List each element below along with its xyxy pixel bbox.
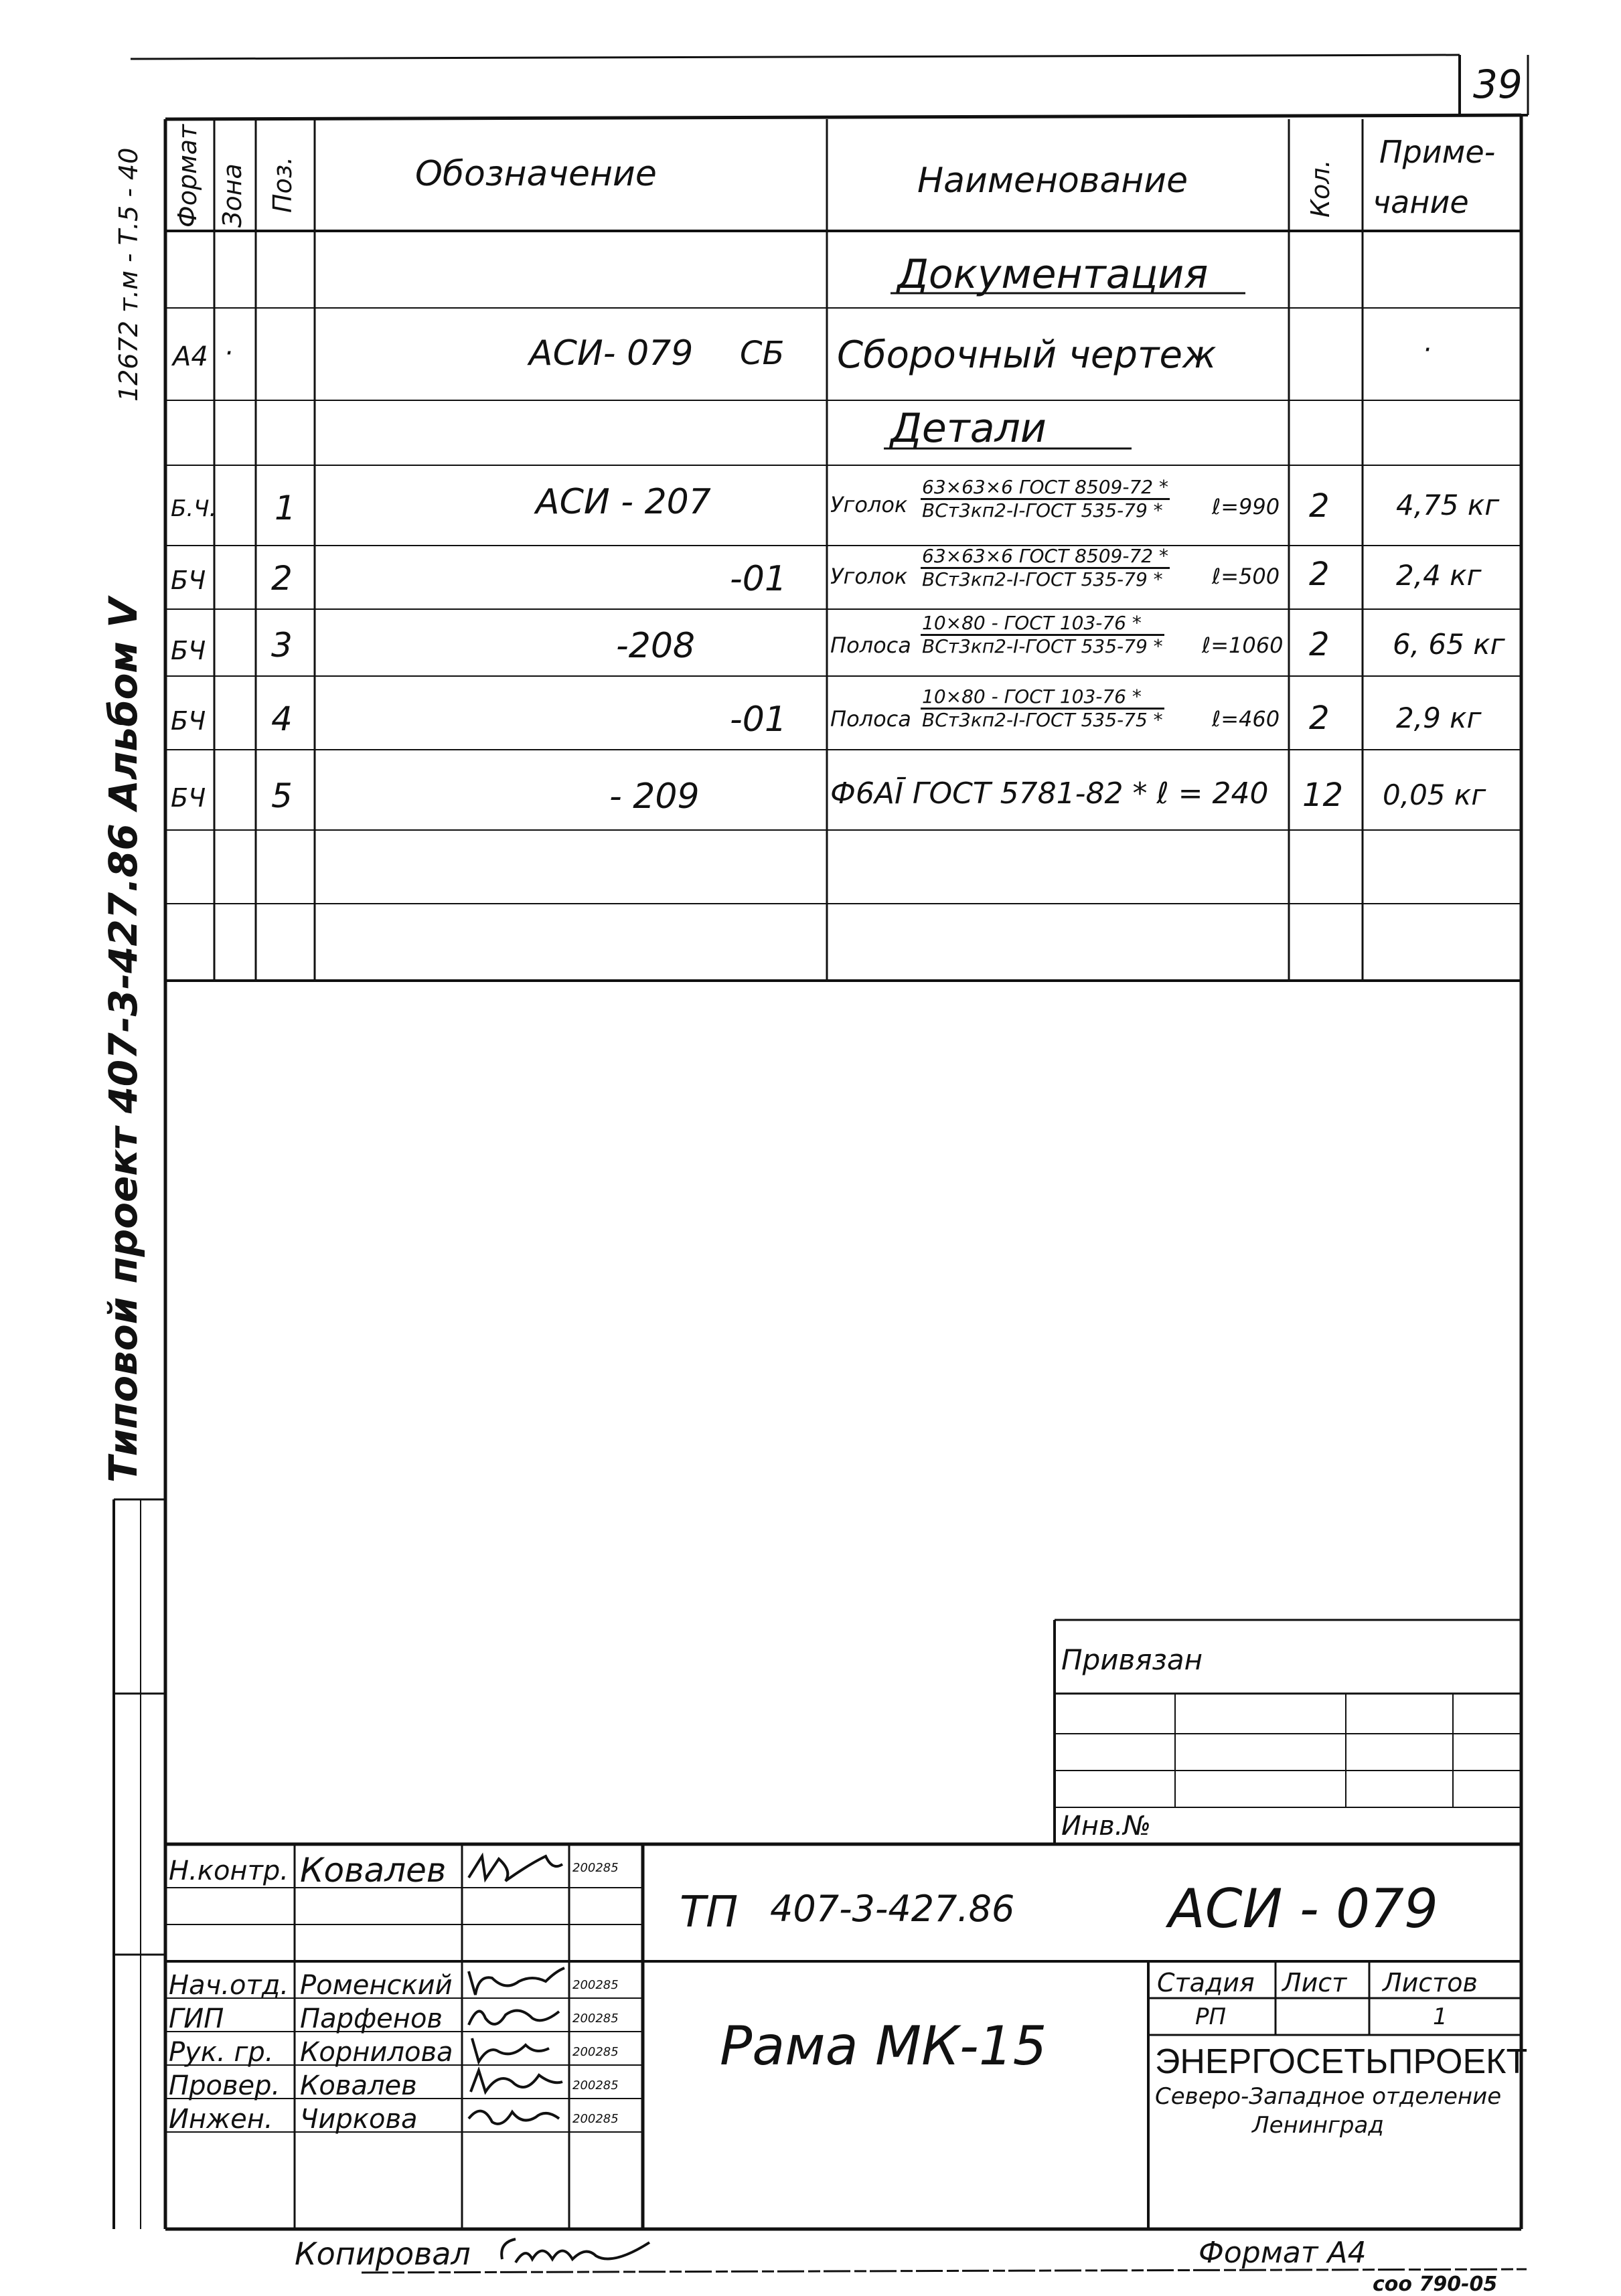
signature-3 bbox=[465, 2032, 566, 2065]
role-4-title: Провер. bbox=[169, 2070, 281, 2101]
role-4-date: 200285 bbox=[572, 2078, 619, 2093]
row-2-name-suffix: ℓ=500 bbox=[1212, 564, 1280, 589]
section-details: Детали bbox=[891, 405, 1047, 452]
header-pos: Поз. bbox=[268, 156, 297, 213]
row-3-qty: 2 bbox=[1309, 626, 1330, 663]
row-4-designation: -01 bbox=[730, 700, 787, 740]
role-2-date: 200285 bbox=[572, 2012, 619, 2026]
doc-row-designation-suffix: СБ bbox=[740, 335, 785, 372]
role-1-title: Нач.отд. bbox=[169, 1970, 289, 2001]
role-0-title: Н.контр. bbox=[169, 1856, 289, 1886]
copied-label: Копировал bbox=[295, 2236, 471, 2272]
row-3-name-prefix: Полоса bbox=[830, 633, 911, 658]
tp-prefix: ТП bbox=[680, 1888, 739, 1937]
row-1-note: 4,75 кг bbox=[1396, 489, 1500, 521]
row-3-name-bottom: ВСт3кп2-I-ГОСТ 535-79 * bbox=[922, 635, 1163, 657]
stage-value: РП bbox=[1195, 2003, 1227, 2030]
signature-4 bbox=[465, 2065, 566, 2099]
row-4-qty: 2 bbox=[1309, 700, 1330, 737]
row-5-name: Ф6АĪ ГОСТ 5781-82 * ℓ = 240 bbox=[830, 776, 1269, 811]
doc-row-format: А4 bbox=[173, 341, 208, 372]
row-5-pos: 5 bbox=[271, 776, 293, 815]
role-4-name: Ковалев bbox=[300, 2070, 417, 2101]
stamp-code: соо 790-05 bbox=[1373, 2273, 1498, 2296]
row-4-name-suffix: ℓ=460 bbox=[1212, 706, 1280, 732]
row-3-name-suffix: ℓ=1060 bbox=[1202, 633, 1284, 658]
header-zone: Зона bbox=[218, 163, 247, 228]
header-qty: Кол. bbox=[1306, 159, 1335, 218]
role-3-date: 200285 bbox=[572, 2045, 619, 2059]
org-city: Ленинград bbox=[1252, 2112, 1384, 2139]
role-0-date: 200285 bbox=[572, 1861, 619, 1875]
role-3-title: Рук. гр. bbox=[169, 2037, 274, 2068]
section-documentation: Документация bbox=[897, 251, 1209, 298]
header-note-line1: Приме- bbox=[1379, 134, 1496, 170]
stage-label: Стадия bbox=[1157, 1968, 1255, 1997]
row-2-designation: -01 bbox=[730, 559, 787, 599]
signature-1 bbox=[465, 1965, 566, 1998]
row-2-pos: 2 bbox=[271, 559, 293, 598]
row-1-designation: АСИ - 207 bbox=[536, 482, 711, 522]
row-4-format: БЧ bbox=[171, 706, 206, 736]
row-4-note: 2,9 кг bbox=[1396, 702, 1482, 734]
signature-0 bbox=[465, 1851, 566, 1888]
row-5-qty: 12 bbox=[1302, 776, 1344, 814]
format-label: Формат А4 bbox=[1199, 2236, 1367, 2270]
sheets-label: Листов bbox=[1383, 1968, 1478, 1997]
sheets-value: 1 bbox=[1433, 2003, 1448, 2030]
row-2-name-bottom: ВСт3кп2-I-ГОСТ 535-79 * bbox=[922, 568, 1163, 590]
header-name: Наименование bbox=[917, 161, 1188, 201]
row-4-name-bottom: ВСт3кп2-I-ГОСТ 535-75 * bbox=[922, 709, 1163, 731]
role-0-name: Ковалев bbox=[300, 1851, 447, 1890]
row-1-format: Б.Ч. bbox=[171, 495, 217, 522]
role-1-date: 200285 bbox=[572, 1978, 619, 1992]
doc-code: АСИ - 079 bbox=[1168, 1878, 1438, 1940]
row-4-name-top: 10×80 - ГОСТ 103-76 * bbox=[921, 686, 1164, 710]
signature-5 bbox=[465, 2099, 566, 2132]
copyist-signature bbox=[495, 2229, 656, 2276]
row-3-note: 6, 65 кг bbox=[1393, 628, 1505, 661]
row-2-note: 2,4 кг bbox=[1396, 559, 1482, 592]
row-1-qty: 2 bbox=[1309, 487, 1330, 525]
row-4-pos: 4 bbox=[271, 700, 293, 738]
doc-row-name: Сборочный чертеж bbox=[837, 333, 1217, 377]
role-5-name: Чиркова bbox=[300, 2104, 418, 2135]
row-1-name-bottom: ВСт3кп2-I-ГОСТ 535-79 * bbox=[922, 499, 1163, 521]
row-1-pos: 1 bbox=[275, 489, 296, 527]
tp-number: 407-3-427.86 bbox=[770, 1888, 1015, 1930]
row-3-format: БЧ bbox=[171, 636, 206, 665]
row-4-name-fraction bbox=[921, 686, 1164, 731]
header-format: Формат bbox=[173, 124, 202, 228]
doc-row-designation: АСИ- 079 bbox=[529, 333, 694, 374]
side-project-text: Типовой проект 407-3-427.86 Альбом V bbox=[100, 598, 146, 1483]
row-2-qty: 2 bbox=[1309, 556, 1330, 593]
row-3-designation: -208 bbox=[616, 626, 696, 666]
header-designation: Обозначение bbox=[415, 154, 657, 194]
row-1-name-fraction bbox=[921, 477, 1170, 521]
role-3-name: Корнилова bbox=[300, 2037, 453, 2068]
row-5-designation: - 209 bbox=[609, 776, 700, 817]
row-2-name-fraction bbox=[921, 546, 1170, 590]
page-number: 39 bbox=[1473, 62, 1523, 107]
org-branch: Северо-Западное отделение bbox=[1155, 2083, 1502, 2110]
drawing-title: Рама МК-15 bbox=[720, 2015, 1047, 2077]
role-2-title: ГИП bbox=[169, 2003, 224, 2034]
role-2-name: Парфенов bbox=[300, 2003, 443, 2034]
role-1-name: Роменский bbox=[300, 1970, 453, 2001]
row-2-name-top: 63×63×6 ГОСТ 8509-72 * bbox=[921, 546, 1170, 569]
row-4-name-prefix: Полоса bbox=[830, 706, 911, 732]
row-5-format: БЧ bbox=[171, 783, 206, 813]
signature-2 bbox=[465, 1998, 566, 2032]
row-1-name-top: 63×63×6 ГОСТ 8509-72 * bbox=[921, 477, 1170, 500]
row-1-name-prefix: Уголок bbox=[830, 492, 908, 517]
inventory-number-label: Инв.№ bbox=[1061, 1811, 1151, 1841]
row-3-name-fraction bbox=[921, 612, 1164, 657]
side-code: 12672 т.м - Т.5 - 40 bbox=[114, 147, 143, 402]
role-5-title: Инжен. bbox=[169, 2104, 273, 2135]
header-note-line2: чание bbox=[1373, 184, 1469, 220]
row-3-pos: 3 bbox=[271, 626, 293, 665]
org-name: ЭНЕРГОСЕТЬПРОЕКТ bbox=[1155, 2042, 1528, 2081]
row-2-format: БЧ bbox=[171, 566, 206, 595]
row-2-name-prefix: Уголок bbox=[830, 564, 908, 589]
row-5-note: 0,05 кг bbox=[1383, 778, 1486, 811]
role-5-date: 200285 bbox=[572, 2112, 619, 2126]
binding-label: Привязан bbox=[1061, 1643, 1203, 1676]
sheet-label: Лист bbox=[1282, 1968, 1347, 1997]
doc-row-zone: · bbox=[224, 338, 233, 369]
row-3-name-top: 10×80 - ГОСТ 103-76 * bbox=[921, 612, 1164, 636]
row-1-name-suffix: ℓ=990 bbox=[1212, 494, 1280, 519]
doc-row-note: · bbox=[1423, 335, 1432, 365]
